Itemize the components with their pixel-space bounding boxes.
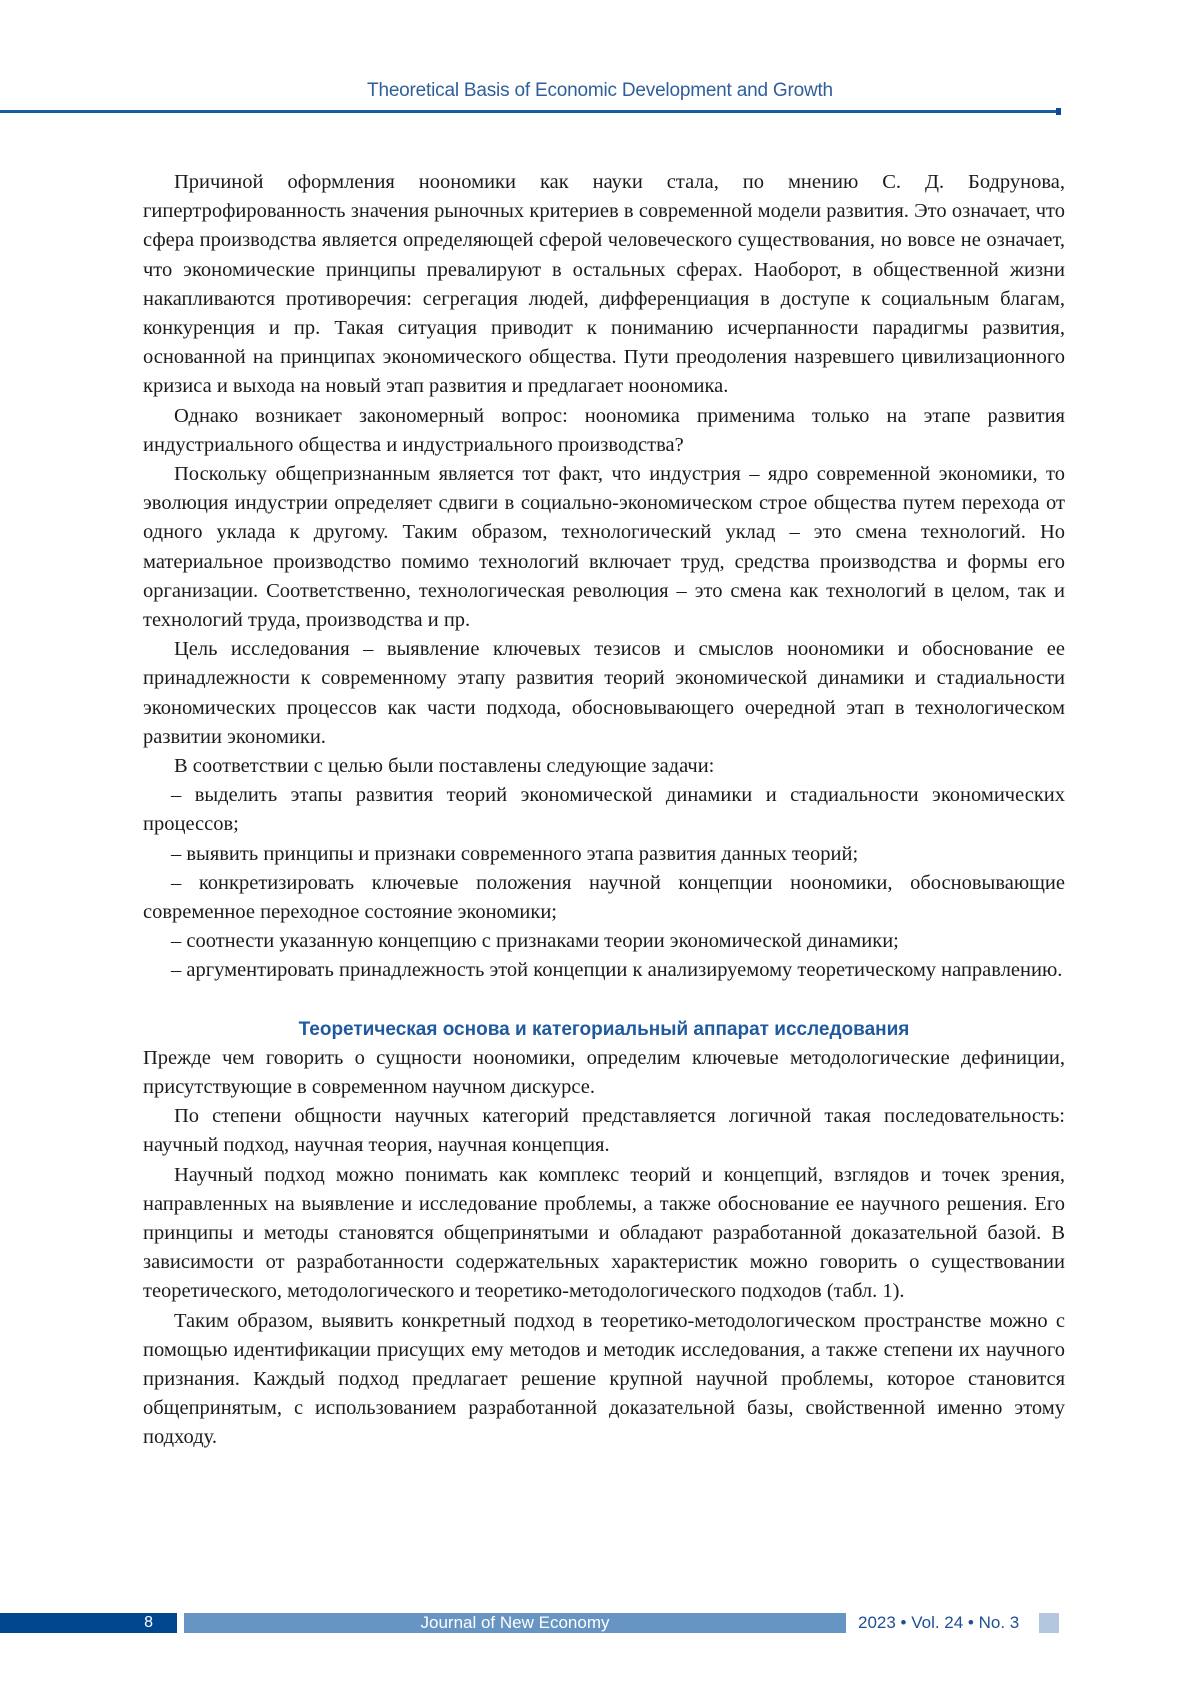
task-item: – выявить принципы и признаки современного этапа развития данных теорий; bbox=[143, 840, 1065, 869]
paragraph: В соответствии с целью были поставлены следующие задачи: bbox=[143, 752, 1065, 781]
running-title-text: Theoretical Basis of Economic Development and Growth bbox=[367, 80, 833, 101]
journal-name: Journal of New Economy bbox=[184, 1613, 846, 1633]
paragraph: Однако возникает закономерный вопрос: ноономика применима только на этапе развития индустриального общества и индустриального производства? bbox=[143, 402, 1065, 460]
article-body bbox=[143, 168, 1065, 1453]
paragraph: Цель исследования – выявление ключевых тезисов и смыслов ноономики и обоснование ее принадлежности к современному этапу развития теорий экономической динамики и стадиальности экономических процессов как части подхода, обосновывающего очередной этап в технологическом развитии экономики. bbox=[143, 635, 1065, 752]
task-item: – выделить этапы развития теорий экономической динамики и стадиальности экономических процессов; bbox=[143, 781, 1065, 839]
task-item: – соотнести указанную концепцию с признаками теории экономической динамики; bbox=[143, 927, 1065, 956]
task-item: – аргументировать принадлежность этой концепции к анализируемому теоретическому направлению. bbox=[143, 956, 1065, 985]
paragraph: Научный подход можно понимать как комплекс теорий и концепций, взглядов и точек зрения, направленных на выявление и исследование проблемы, а также обоснование ее научного решения. Его принципы и методы становятся общепринятыми и обладают разработанной доказательной базой. В зависимости от разработанности содержательных характеристик можно говорить о существовании теоретического, методологического и теоретико-методологического подходов (табл. 1). bbox=[143, 1161, 1065, 1307]
task-item: – конкретизировать ключевые положения научной концепции ноономики, обосновывающие современное переходное состояние экономики; bbox=[143, 869, 1065, 927]
running-title bbox=[0, 80, 1200, 102]
paragraph: По степени общности научных категорий представляется логичной такая последовательность: научный подход, научная теория, научная концепция. bbox=[143, 1102, 1065, 1160]
paragraph: Прежде чем говорить о сущности ноономики, определим ключевые методологические дефиниции, присутствующие в современном научном дискурсе. bbox=[143, 1044, 1065, 1102]
issue-info: 2023 • Vol. 24 • No. 3 bbox=[858, 1613, 1019, 1633]
paragraph: Таким образом, выявить конкретный подход в теоретико-методологическом пространстве можно с помощью идентификации присущих ему методов и методик исследования, а также степени их научного признания. Каждый подход предлагает решение крупной научной проблемы, которое становится общепринятым, с использованием разработанной доказательной базы, свойственной именно этому подходу. bbox=[143, 1307, 1065, 1453]
header-rule bbox=[0, 110, 1056, 113]
paragraph: Причиной оформления нооно­мики как науки стала, по мнению С. Д. Бодрунова, гипертрофированность значения рыночных критериев в современной модели развития. Это означает, что сфера производства является определяющей сферой человеческого существования, но вовсе не означает, что экономические принципы превалируют в остальных сферах. Наоборот, в общественной жизни накапливаются противоречия: сегрегация людей, дифференциация в доступе к социальным благам, конкуренция и пр. Такая ситуация приводит к пониманию исчерпанности парадигмы развития, основанной на принципах экономического общества. Пути преодоления назревшего цивилизационного кризиса и выхода на новый этап развития и предлагает ноономика. bbox=[143, 168, 1065, 402]
footer-decor-box bbox=[1039, 1613, 1059, 1633]
paragraph: Поскольку общепризнанным является тот факт, что индустрия – ядро современной экономики, то эволюция индустрии определяет сдвиги в социально-экономическом строе общества путем перехода от одного уклада к другому. Таким образом, технологический уклад – это смена технологий. Но материальное производство помимо технологий включает труд, средства производства и формы его организации. Соответственно, технологическая революция – это смена как технологий в целом, так и технологий труда, производства и пр. bbox=[143, 460, 1065, 635]
page-number: 8 bbox=[0, 1613, 177, 1633]
page-footer bbox=[0, 1613, 1200, 1633]
section-heading: Теоретическая основа и категориальный аппарат исследования bbox=[143, 1016, 1065, 1044]
header-rule-cap bbox=[1056, 108, 1061, 115]
